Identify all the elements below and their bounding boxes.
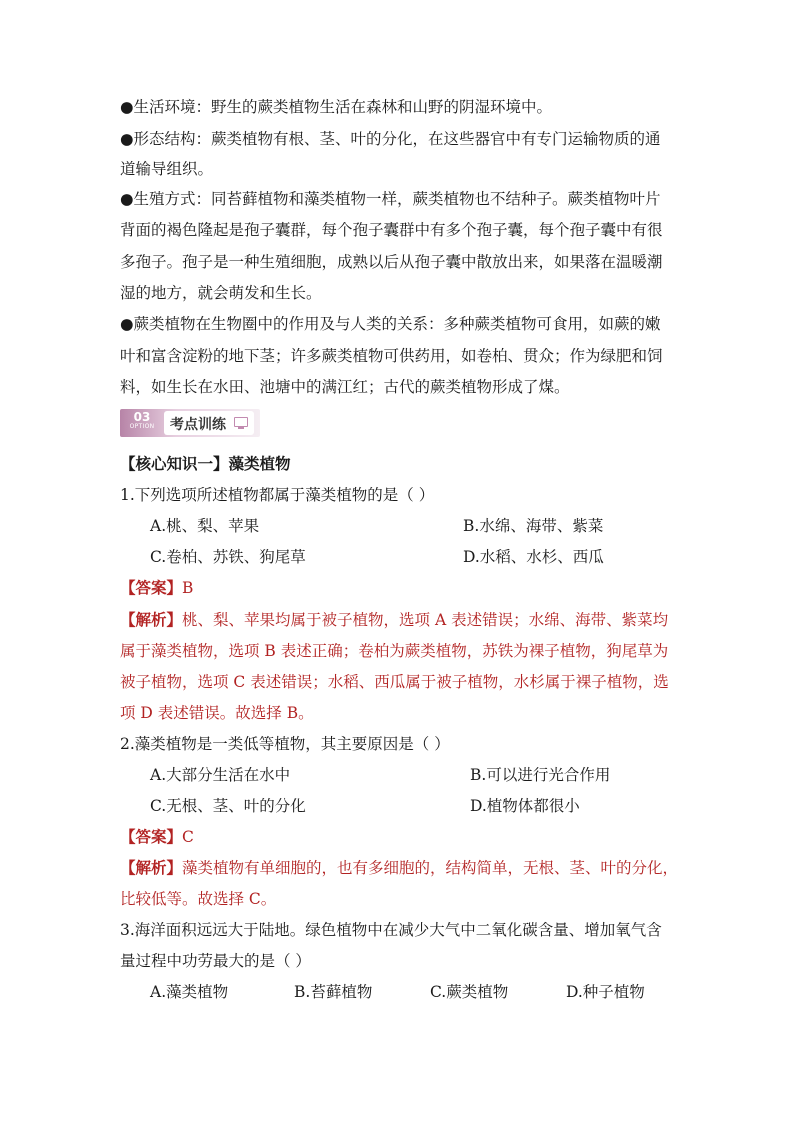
q2-analysis-line-1 xyxy=(120,858,678,878)
q2-stem: 2.藻类植物是一类低等植物，其主要原因是（ ） xyxy=(120,735,450,753)
q1-option-b: B.水绵、海带、紫菜 xyxy=(463,517,604,535)
q2-analysis-label: 【解析】 xyxy=(120,858,183,877)
monitor-icon xyxy=(234,417,248,427)
intro-reproduction-line-4: 湿的地方，就会萌发和生长。 xyxy=(120,284,322,302)
intro-habitat: ●生活环境：野生的蕨类植物生活在森林和山野的阴湿环境中。 xyxy=(120,98,553,116)
q2-analysis-text-1: 藻类植物有单细胞的，也有多细胞的，结构简单，无根、茎、叶的分化， xyxy=(182,859,679,877)
intro-structure-line-2: 道输导组织。 xyxy=(120,160,214,178)
intro-reproduction-line-2: 背面的褐色隆起是孢子囊群，每个孢子囊群中有多个孢子囊，每个孢子囊中有很 xyxy=(120,221,663,239)
intro-relation-line-3: 料，如生长在水田、池塘中的满江红；古代的蕨类植物形成了煤。 xyxy=(120,378,570,396)
q2-option-b: B.可以进行光合作用 xyxy=(470,766,611,784)
q1-analysis-label: 【解析】 xyxy=(120,610,183,629)
q2-analysis-line-2: 比较低等。故选择 C。 xyxy=(120,890,277,908)
q2-option-d: D.植物体都很小 xyxy=(470,797,580,815)
q2-option-a: A.大部分生活在水中 xyxy=(150,766,291,784)
q3-option-b: B.苔藓植物 xyxy=(294,983,373,1001)
banner-title: 考点训练 xyxy=(170,417,226,433)
q1-answer-label: 【答案】 xyxy=(120,578,183,597)
q2-option-c: C.无根、茎、叶的分化 xyxy=(150,797,306,815)
intro-relation-line-1: ●蕨类植物在生物圈中的作用及与人类的关系：多种蕨类植物可食用，如蕨的嫩 xyxy=(120,315,661,333)
section-banner xyxy=(120,407,260,439)
q1-analysis-line-1 xyxy=(120,610,668,630)
intro-structure-line-1: ●形态结构：蕨类植物有根、茎、叶的分化，在这些器官中有专门运输物质的通 xyxy=(120,130,661,148)
section-heading: 【核心知识一】藻类植物 xyxy=(120,454,291,473)
q3-stem-line-1: 3.海洋面积远远大于陆地。绿色植物中在减少大气中二氧化碳含量、增加氧气含 xyxy=(120,921,662,939)
q3-stem-line-2: 量过程中功劳最大的是（ ） xyxy=(120,952,311,970)
intro-relation-line-2: 叶和富含淀粉的地下茎；许多蕨类植物可供药用，如卷柏、贯众；作为绿肥和饲 xyxy=(120,347,663,365)
intro-reproduction-line-3: 多孢子。孢子是一种生殖细胞，成熟以后从孢子囊中散放出来，如果落在温暖潮 xyxy=(120,253,663,271)
q1-option-d: D.水稻、水杉、西瓜 xyxy=(463,548,604,566)
q3-option-d: D.种子植物 xyxy=(566,983,645,1001)
banner-number: 03 xyxy=(133,410,151,424)
q1-analysis-text-1: 桃、梨、苹果均属于被子植物，选项 A 表述错误；水绵、海带、紫菜均 xyxy=(182,611,669,629)
q3-option-a: A.藻类植物 xyxy=(150,983,229,1001)
q3-option-c: C.蕨类植物 xyxy=(430,983,509,1001)
q2-answer-label: 【答案】 xyxy=(120,827,183,846)
q1-answer-value: B xyxy=(182,579,194,597)
q1-analysis-line-2: 属于藻类植物，选项 B 表述正确；卷柏为蕨类植物，苏铁为裸子植物，狗尾草为 xyxy=(120,642,669,660)
q1-answer xyxy=(120,578,193,598)
banner-sub: OPTION xyxy=(129,423,155,430)
q2-answer-value: C xyxy=(182,828,194,846)
q1-stem: 1.下列选项所述植物都属于藻类植物的是（ ） xyxy=(120,486,435,504)
q2-answer xyxy=(120,827,194,847)
q1-option-a: A.桃、梨、苹果 xyxy=(150,517,260,535)
q1-option-c: C.卷柏、苏铁、狗尾草 xyxy=(150,548,306,566)
intro-reproduction-line-1: ●生殖方式：同苔藓植物和藻类植物一样，蕨类植物也不结种子。蕨类植物叶片 xyxy=(120,190,661,208)
q1-analysis-line-3: 被子植物，选项 C 表述错误；水稻、西瓜属于被子植物，水杉属于裸子植物，选 xyxy=(120,673,669,691)
q1-analysis-line-4: 项 D 表述错误。故选择 B。 xyxy=(120,704,314,722)
banner-number-badge xyxy=(124,411,160,435)
